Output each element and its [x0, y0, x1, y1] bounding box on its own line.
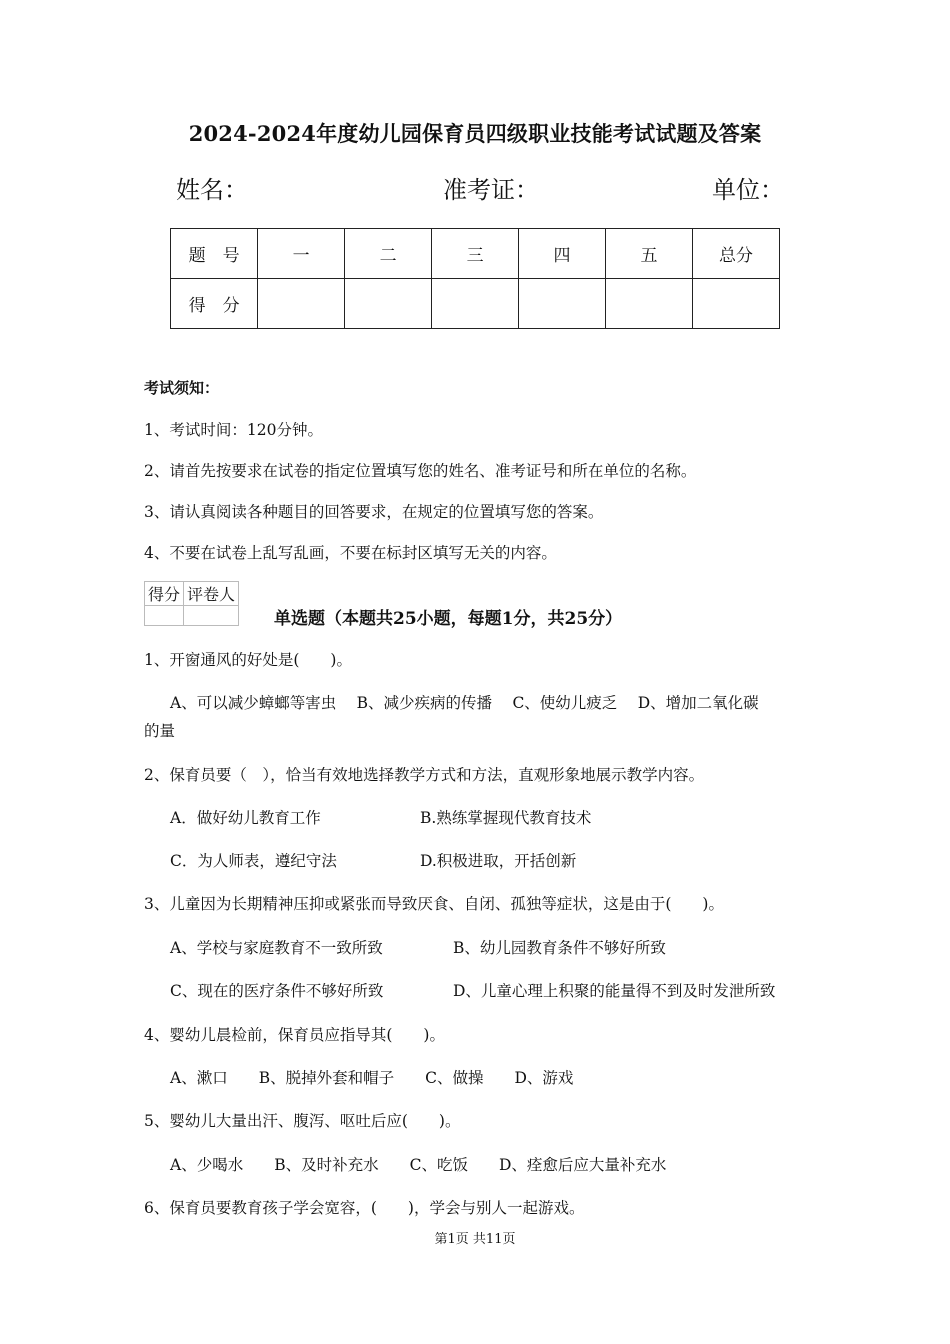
unit-label: 单位： — [712, 176, 784, 204]
score-table-score-row — [171, 279, 780, 329]
option-c: C．为人师表，遵纪守法 — [170, 852, 337, 870]
option-b: B.熟练掌握现代教育技术 — [420, 809, 592, 827]
question-stem: 3、儿童因为长期精神压抑或紧张而导致厌食、自闭、孤独等症状，这是由于( )。 — [144, 895, 724, 913]
score-header-cell: 一 — [258, 229, 345, 279]
question-stem: 2、保育员要（ ），恰当有效地选择教学方式和方法，直观形象地展示教学内容。 — [144, 766, 705, 784]
score-table — [170, 228, 780, 329]
notice-item: 2、请首先按要求在试卷的指定位置填写您的姓名、准考证号和所在单位的名称。 — [144, 462, 697, 480]
score-cell[interactable] — [432, 279, 519, 329]
page-footer: 第1页 共11页 — [434, 1232, 516, 1247]
option-a: A、学校与家庭教育不一致所致 — [170, 939, 383, 957]
notice-item: 3、请认真阅读各种题目的回答要求，在规定的位置填写您的答案。 — [144, 503, 604, 521]
score-cell[interactable] — [345, 279, 432, 329]
option-c: C、现在的医疗条件不够好所致 — [170, 982, 384, 1000]
question-stem: 5、婴幼儿大量出汗、腹泻、呕吐后应( )。 — [144, 1112, 461, 1130]
score-header-cell: 二 — [345, 229, 432, 279]
score-header-cell: 五 — [606, 229, 693, 279]
question-stem: 6、保育员要教育孩子学会宽容，( )，学会与别人一起游戏。 — [144, 1199, 585, 1217]
score-table-header-row — [171, 229, 780, 279]
name-label: 姓名： — [176, 176, 248, 204]
option-a: A．做好幼儿教育工作 — [170, 809, 321, 827]
score-cell[interactable] — [258, 279, 345, 329]
section-title: 单选题（本题共25小题，每题1分，共25分） — [274, 609, 623, 629]
notice-item: 4、不要在试卷上乱写乱画，不要在标封区填写无关的内容。 — [144, 544, 557, 562]
question-stem: 4、婴幼儿晨检前，保育员应指导其( )。 — [144, 1026, 445, 1044]
score-cell[interactable] — [692, 279, 779, 329]
grader-score-label: 得分 — [145, 582, 184, 606]
option-b: B、幼儿园教育条件不够好所致 — [453, 939, 666, 957]
question-options: 的量 — [144, 722, 176, 740]
grader-box — [144, 581, 239, 626]
exam-id-label: 准考证： — [443, 176, 539, 204]
score-header-cell: 四 — [519, 229, 606, 279]
score-header-cell: 题 号 — [171, 229, 258, 279]
question-stem: 1、开窗通风的好处是( )。 — [144, 651, 352, 669]
score-cell[interactable] — [519, 279, 606, 329]
score-header-cell: 三 — [432, 229, 519, 279]
question-options: A、可以减少蟑螂等害虫 B、减少疾病的传播 C、使幼儿疲乏 D、增加二氧化碳 — [170, 694, 759, 712]
option-d: D、儿童心理上积聚的能量得不到及时发泄所致 — [453, 982, 776, 1000]
score-header-cell: 总分 — [692, 229, 779, 279]
grader-reviewer-label: 评卷人 — [184, 582, 239, 606]
score-row-label: 得 分 — [171, 279, 258, 329]
option-d: D.积极进取，开括创新 — [420, 852, 577, 870]
question-options: A、漱口 B、脱掉外套和帽子 C、做操 D、游戏 — [170, 1069, 574, 1087]
page-title: 2024-2024年度幼儿园保育员四级职业技能考试试题及答案 — [188, 121, 762, 146]
notice-item: 1、考试时间：120分钟。 — [144, 421, 323, 439]
notice-heading: 考试须知： — [144, 379, 220, 397]
score-cell[interactable] — [606, 279, 693, 329]
grader-reviewer-cell[interactable] — [184, 606, 239, 626]
grader-score-cell[interactable] — [145, 606, 184, 626]
question-options: A、少喝水 B、及时补充水 C、吃饭 D、痊愈后应大量补充水 — [170, 1156, 667, 1174]
